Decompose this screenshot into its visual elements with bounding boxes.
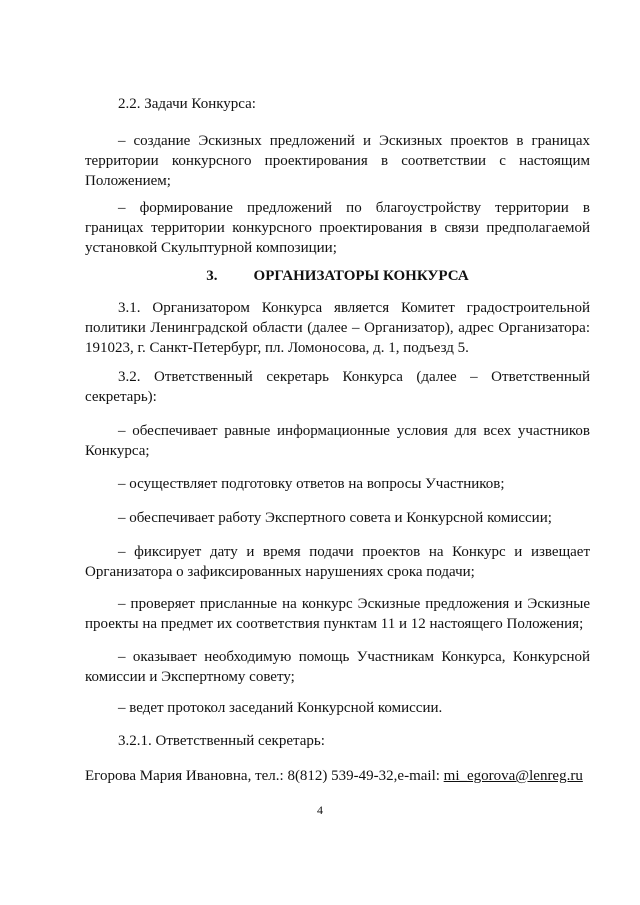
section-2-2-heading: 2.2. Задачи Конкурса: — [118, 96, 256, 112]
secretary-duty-1: – обеспечивает равные информационные условия для всех участников Конкурса; — [85, 423, 590, 459]
secretary-duty-5: – проверяет присланные на конкурс Эскизные предложения и Эскизные проекты на предмет их соответствия пунктам 11 и 12 настоящего Положения; — [85, 596, 590, 632]
secretary-duty-3: – обеспечивает работу Экспертного совета и Конкурсной комиссии; — [118, 510, 552, 526]
section-3-heading — [85, 266, 590, 286]
page-number: 4 — [317, 803, 323, 817]
clause-3-2: 3.2. Ответственный секретарь Конкурса (далее – Ответственный секретарь): — [85, 369, 590, 405]
contact-text: Егорова Мария Ивановна, тел.: 8(812) 539-49-32,e-mail: — [85, 768, 444, 784]
secretary-duty-7: – ведет протокол заседаний Конкурсной комиссии. — [118, 700, 443, 716]
section-3-title: ОРГАНИЗАТОРЫ КОНКУРСА — [253, 268, 469, 284]
secretary-duty-6: – оказывает необходимую помощь Участникам Конкурса, Конкурсной комиссии и Экспертному совету; — [85, 649, 590, 685]
section-3-number: 3. — [206, 268, 218, 284]
clause-3-2-1: 3.2.1. Ответственный секретарь: — [118, 733, 325, 749]
secretary-duty-4: – фиксирует дату и время подачи проектов на Конкурс и извещает Организатора о зафиксированных нарушениях срока подачи; — [85, 544, 590, 580]
task-item-1: – создание Эскизных предложений и Эскизных проектов в границах территории конкурсного проектирования в соответствии с настоящим Положением; — [85, 133, 590, 189]
secretary-duty-2: – осуществляет подготовку ответов на вопросы Участников; — [118, 476, 505, 492]
secretary-contact — [85, 766, 590, 786]
contact-email-link[interactable]: mi_egorova@lenreg.ru — [443, 768, 583, 784]
task-item-2: – формирование предложений по благоустройству территории в границах территории конкурсного проектирования в связи предполагаемой установкой Скульптурной композиции; — [85, 200, 590, 256]
clause-3-1: 3.1. Организатором Конкурса является Комитет градостроительной политики Ленинградской области (далее – Организатор), адрес Организатора: 191023, г. Санкт-Петербург, пл. Ломоносова, д. 1, подъезд 5. — [85, 300, 590, 356]
